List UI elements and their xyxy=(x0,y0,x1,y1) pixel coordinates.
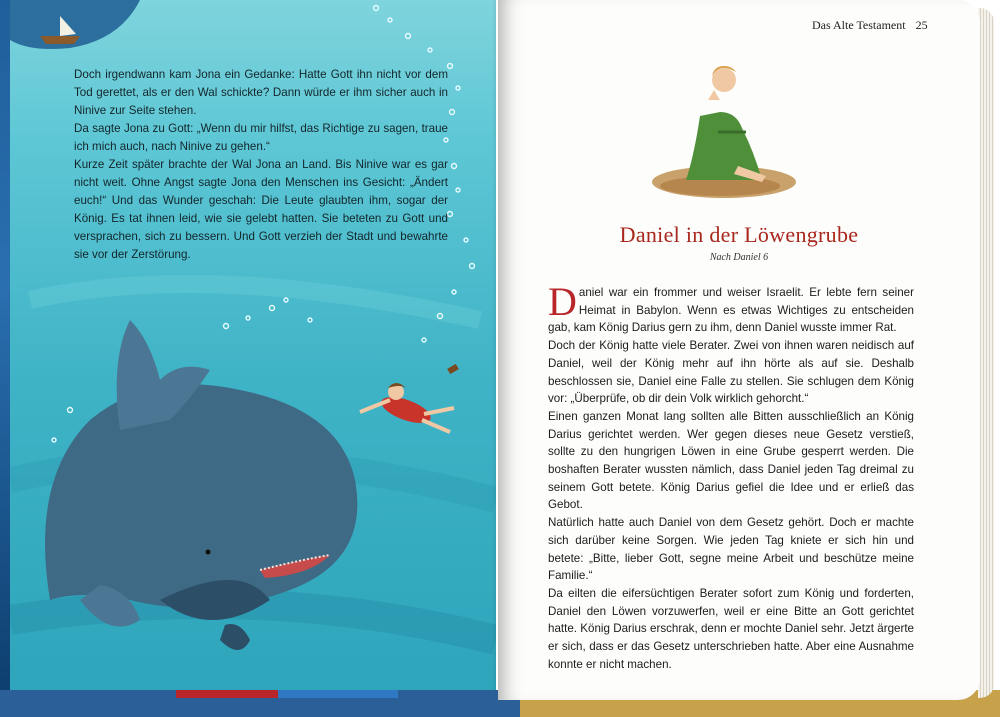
right-paragraph: Natürlich hatte auch Daniel von dem Gesetz gehört. Doch er machte sich darüber keine Sorgen. Wie jeden Tag kniete er sich hin und betete: „Bitte, lieber Gott, segne meine Arbeit und beschütze meine Familie.“ xyxy=(548,516,914,583)
jonah-illustration xyxy=(360,364,459,432)
left-page-text xyxy=(74,66,448,264)
page-number: 25 xyxy=(915,18,928,32)
right-page-text xyxy=(548,279,914,673)
running-head xyxy=(812,18,928,33)
bookmark-red xyxy=(176,690,278,698)
drop-cap: D xyxy=(548,279,577,324)
story-source: Nach Daniel 6 xyxy=(709,252,769,263)
daniel-praying-illustration xyxy=(650,56,800,206)
right-paragraph xyxy=(548,279,914,337)
running-head-title: Das Alte Testament xyxy=(812,18,906,32)
ship-icon xyxy=(40,36,80,44)
right-paragraph: Da eilten die eifersüchtigen Berater sofort zum König und forderten, Daniel den Löwen vorzuwerfen, weil er eine Bitte an Gott gerichtet hatte. König Darius erschrak, denn er mochte Daniel sehr. Jetzt ärgerte er sich, dass er das Gesetz unterschrieben hatte. Aber eine Ausnahme konnte er nicht machen. xyxy=(548,586,914,671)
first-paragraph-text: aniel war ein frommer und weiser Israelit. Er lebte fern seiner Heimat in Babylon. Wenn es etwas Wichtiges zu entscheiden gab, kam König Darius gern zu ihm, denn Daniel wusste immer Rat. xyxy=(548,286,914,335)
spine-shadow xyxy=(492,0,496,690)
left-paragraph: Doch irgendwann kam Jona ein Gedanke: Hatte Gott ihn nicht vor dem Tod gerettet, als er den Wal schickte? Dann würde er ihm sicher auch in Ninive zur Seite stehen. xyxy=(74,68,448,117)
story-title: Daniel in der Löwengrube xyxy=(619,222,859,247)
right-paragraph: Einen ganzen Monat lang sollten alle Bitten ausschließlich an König Darius gerichtet werden. Wer gegen dieses neue Gesetz verstieß, sollte zu den hungrigen Löwen in eine Grube gesperrt werden. Die boshaften Berater wussten nämlich, dass Daniel jeden Tag dreimal zu seinem Gott betete. König Darius gefiel die Idee und er erließ das Gebot. xyxy=(548,409,914,512)
page-edges xyxy=(978,8,994,698)
right-paragraph: Doch der König hatte viele Berater. Zwei von ihnen waren neidisch auf Daniel, weil der König mehr auf ihn hörte als auf sie. Deshalb beschlossen sie, Daniel eine Falle zu stellen. Sie schlugen dem König vor: „Überprüfe, ob dir dein Volk wirklich gehorcht.“ xyxy=(548,339,914,406)
left-paragraph: Da sagte Jona zu Gott: „Wenn du mir hilfst, das Richtige zu sagen, traue ich mich auch, nach Ninive zu gehen.“ xyxy=(74,122,448,153)
bookmark-blue xyxy=(278,690,398,698)
left-paragraph: Kurze Zeit später brachte der Wal Jona an Land. Bis Ninive war es gar nicht weit. Ohne Angst sagte Jona den Menschen ins Gesicht: „Ändert euch!“ Und das Wunder geschah: Die Leute glaubten ihm, sogar der König. Es tat ihnen leid, wie sie gelebt hatten. Sie beteten zu Gott und versprachen, sich zu bessern. Und Gott verzieh der Stadt und bewahrte sie vor der Zerstörung. xyxy=(74,158,448,261)
